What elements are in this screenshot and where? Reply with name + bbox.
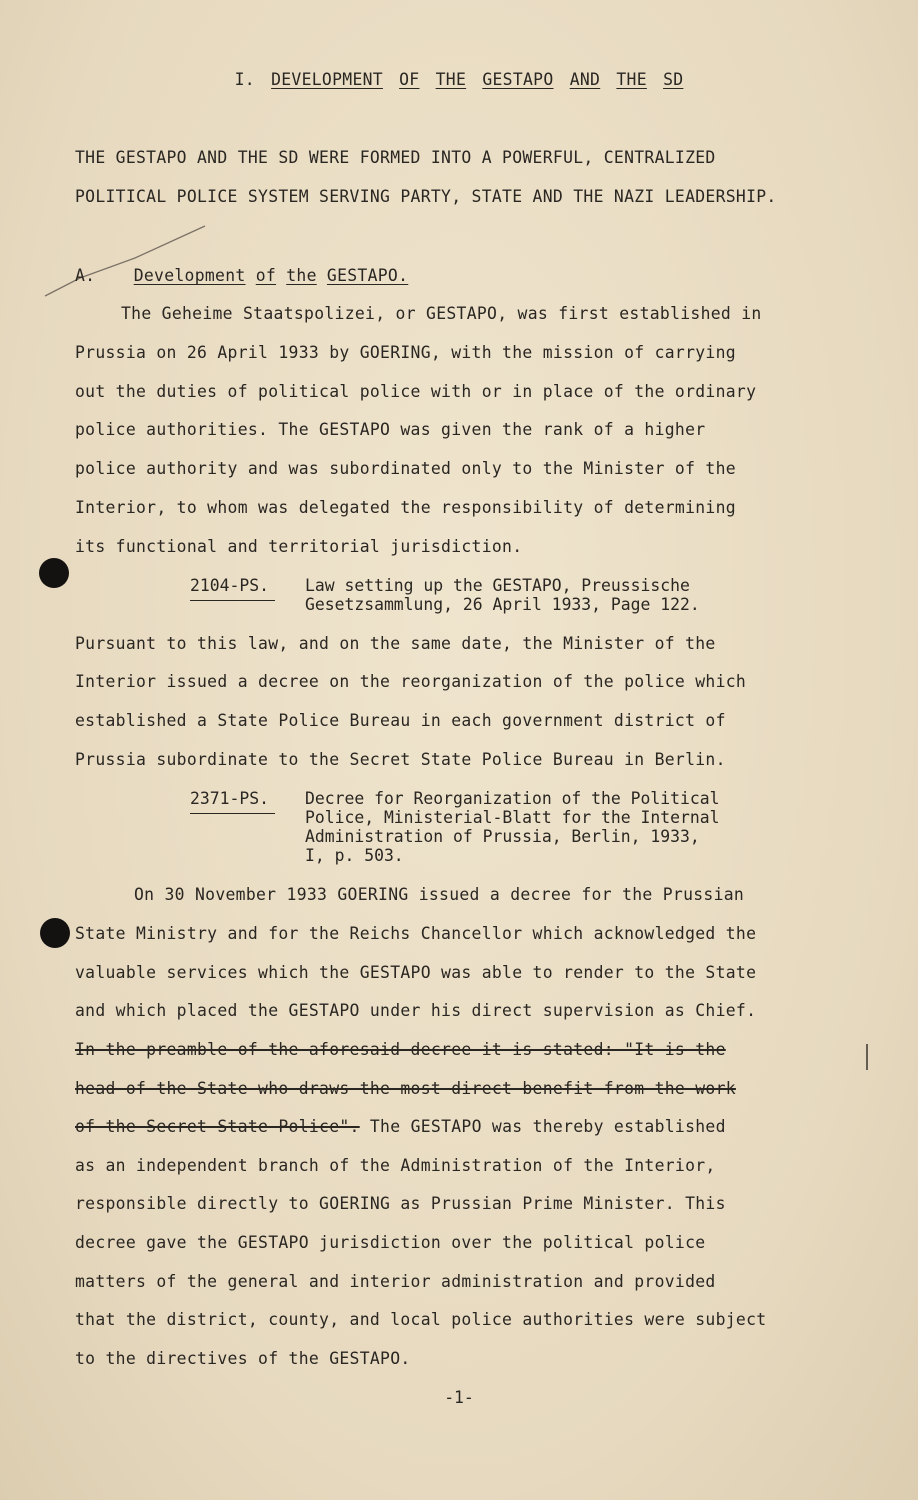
citation-line: Administration of Prussia, Berlin, 1933, bbox=[305, 827, 700, 846]
citation-line: Police, Ministerial-Blatt for the Internal bbox=[305, 808, 720, 827]
title-word: THE bbox=[435, 70, 467, 89]
page-number: -1- bbox=[444, 1388, 474, 1407]
summary-line: POLITICAL POLICE SYSTEM SERVING PARTY, STATE AND THE NAZI LEADERSHIP. bbox=[75, 187, 777, 206]
citation-id: 2371-PS. bbox=[190, 789, 269, 808]
body-line: and which placed the GESTAPO under his direct supervision as Chief. bbox=[75, 1001, 757, 1020]
body-line: police authority and was subordinated only to the Minister of the bbox=[75, 459, 736, 478]
body-line: out the duties of political police with or in place of the ordinary bbox=[75, 382, 757, 401]
binder-hole bbox=[39, 558, 69, 588]
citation-text bbox=[305, 789, 719, 865]
citation-line: Gesetzsammlung, 26 April 1933, Page 122. bbox=[305, 595, 700, 614]
section-heading-word: GESTAPO. bbox=[326, 266, 409, 285]
body-line: Interior, to whom was delegated the responsibility of determining bbox=[75, 498, 736, 517]
body-line: responsible directly to GOERING as Prussian Prime Minister. This bbox=[75, 1194, 726, 1213]
title-word: THE bbox=[616, 70, 647, 89]
citation-line: Law setting up the GESTAPO, Preussische bbox=[305, 576, 690, 595]
title-numeral: I. bbox=[234, 70, 255, 89]
margin-mark bbox=[862, 1040, 872, 1080]
body-line: matters of the general and interior administration and provided bbox=[75, 1272, 716, 1291]
citation-line: I, p. 503. bbox=[305, 846, 404, 865]
body-line: On 30 November 1933 GOERING issued a decree for the Prussian bbox=[134, 885, 745, 904]
body-line: police authorities. The GESTAPO was given the rank of a higher bbox=[75, 420, 706, 439]
body-line: decree gave the GESTAPO jurisdiction over the political police bbox=[75, 1233, 706, 1252]
title-word: AND bbox=[569, 70, 601, 89]
binder-hole bbox=[40, 918, 70, 948]
title-word: SD bbox=[663, 70, 684, 89]
title-word: GESTAPO bbox=[482, 70, 554, 89]
body-line: The Geheime Staatspolizei, or GESTAPO, was first established in bbox=[121, 304, 762, 323]
struck-line: head of the State who draws the most direct benefit from the work bbox=[75, 1079, 736, 1098]
citation-text bbox=[305, 576, 700, 614]
body-line: Prussia subordinate to the Secret State Police Bureau in Berlin. bbox=[75, 750, 726, 769]
body-line bbox=[75, 1117, 726, 1137]
body-line: Prussia on 26 April 1933 by GOERING, with the mission of carrying bbox=[75, 343, 736, 362]
section-heading-word: Development bbox=[133, 266, 246, 285]
section-heading bbox=[75, 266, 408, 286]
pencil-mark bbox=[40, 218, 215, 300]
struck-line: In the preamble of the aforesaid decree it is stated: "It is the bbox=[75, 1040, 726, 1059]
body-line-tail: The GESTAPO was thereby established bbox=[369, 1117, 726, 1136]
citation-id: 2104-PS. bbox=[190, 576, 269, 595]
title-word: OF bbox=[399, 70, 420, 89]
body-line: Pursuant to this law, and on the same date, the Minister of the bbox=[75, 634, 716, 653]
page-title bbox=[0, 70, 918, 89]
body-line: as an independent branch of the Administration of the Interior, bbox=[75, 1156, 716, 1175]
body-line: its functional and territorial jurisdiction. bbox=[75, 537, 523, 556]
section-heading-word: of bbox=[255, 266, 277, 285]
body-line: Interior issued a decree on the reorganization of the police which bbox=[75, 672, 747, 691]
body-line: that the district, county, and local police authorities were subject bbox=[75, 1310, 767, 1329]
section-letter: A. bbox=[75, 266, 96, 285]
body-line: to the directives of the GESTAPO. bbox=[75, 1349, 411, 1368]
title-word: DEVELOPMENT bbox=[271, 70, 383, 89]
body-line: valuable services which the GESTAPO was able to render to the State bbox=[75, 963, 757, 982]
struck-line: of the Secret State Police". bbox=[75, 1117, 360, 1136]
section-heading-word: the bbox=[286, 266, 317, 285]
summary-line: THE GESTAPO AND THE SD WERE FORMED INTO A POWERFUL, CENTRALIZED bbox=[75, 148, 716, 167]
body-line: State Ministry and for the Reichs Chancellor which acknowledged the bbox=[75, 924, 757, 943]
body-line: established a State Police Bureau in each government district of bbox=[75, 711, 726, 730]
citation-line: Decree for Reorganization of the Political bbox=[305, 789, 720, 808]
